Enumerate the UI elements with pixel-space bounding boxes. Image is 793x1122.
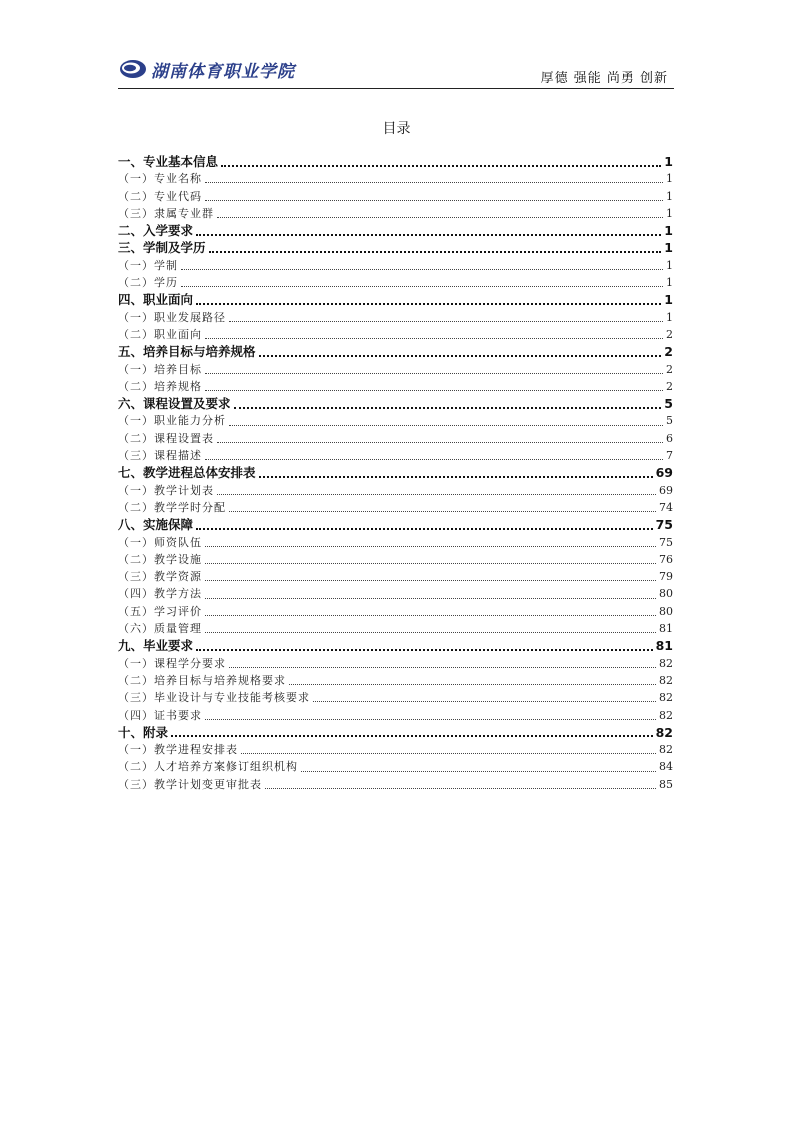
toc-entry-label: 二、入学要求 [118,223,194,239]
toc-dot-leader [205,580,656,581]
toc-entry-label: （三）教学资源 [118,570,202,584]
toc-dot-leader [205,598,656,599]
toc-entry-page-number: 69 [659,483,673,497]
toc-entry-label: （四）教学方法 [118,587,202,601]
toc-entry-page-number: 5 [664,396,673,412]
toc-entry-label: （一）师资队伍 [118,535,202,549]
toc-entry-page-number: 82 [659,708,673,722]
toc-dot-leader [205,719,656,720]
toc-section-entry[interactable] [118,343,673,360]
toc-entry-label: （四）证书要求 [118,708,202,722]
toc-entry-page-number: 1 [666,172,673,186]
toc-dot-leader [234,407,662,409]
toc-entry-page-number: 81 [659,622,673,636]
toc-entry-page-number: 69 [655,465,673,481]
toc-dot-leader [217,217,663,218]
toc-entry-page-number: 82 [659,673,673,687]
toc-entry-page-number: 82 [655,724,673,740]
toc-dot-leader [289,684,656,685]
toc-entry-page-number: 1 [666,206,673,220]
toc-entry-label: （三）课程描述 [118,449,202,463]
toc-entry-label: 十、附录 [118,724,169,740]
toc-dot-leader [221,165,661,167]
toc-dot-leader [196,528,653,530]
toc-entry-label: （二）教学设施 [118,552,202,566]
toc-dot-leader [205,546,656,547]
toc-subsection-entry[interactable] [118,655,673,672]
toc-dot-leader [205,390,663,391]
toc-subsection-entry[interactable] [118,568,673,585]
toc-subsection-entry[interactable] [118,620,673,637]
toc-section-entry[interactable] [118,724,673,741]
toc-entry-page-number: 79 [659,570,673,584]
toc-entry-label: （一）培养目标 [118,362,202,376]
toc-dot-leader [229,511,656,512]
toc-subsection-entry[interactable] [118,430,673,447]
toc-entry-label: （二）培养规格 [118,379,202,393]
toc-entry-label: （一）专业名称 [118,172,202,186]
toc-entry-page-number: 2 [664,344,673,360]
toc-entry-label: （三）毕业设计与专业技能考核要求 [118,691,310,705]
toc-entry-label: （六）质量管理 [118,622,202,636]
toc-entry-page-number: 75 [655,517,673,533]
toc-subsection-entry[interactable] [118,603,673,620]
toc-section-entry[interactable] [118,291,673,308]
toc-entry-page-number: 6 [666,431,673,445]
toc-subsection-entry[interactable] [118,274,673,291]
toc-dot-leader [205,182,663,183]
toc-dot-leader [313,701,656,702]
toc-entry-page-number: 1 [666,258,673,272]
school-name: 湖南体育职业学院 [151,61,295,82]
toc-title: 目录 [382,121,411,137]
toc-entry-page-number: 80 [659,587,673,601]
toc-entry-label: 六、课程设置及要求 [118,396,231,412]
toc-dot-leader [205,563,656,564]
toc-entry-page-number: 1 [666,276,673,290]
toc-dot-leader [229,321,663,322]
toc-entry-label: （二）职业面向 [118,327,202,341]
school-emblem-icon [118,58,148,80]
toc-entry-page-number: 1 [664,154,673,169]
toc-entry-page-number: 5 [666,414,673,428]
toc-dot-leader [196,303,661,305]
toc-entry-label: （一）教学计划表 [118,483,214,497]
toc-section-entry[interactable] [118,395,673,412]
toc-section-entry[interactable] [118,464,673,481]
toc-dot-leader [229,667,656,668]
toc-subsection-entry[interactable] [118,309,673,326]
toc-dot-leader [205,373,663,374]
toc-entry-page-number: 85 [659,777,673,791]
toc-entry-label: （二）专业代码 [118,189,202,203]
school-logo [118,56,295,82]
toc-entry-label: 一、专业基本信息 [118,154,219,169]
toc-subsection-entry[interactable] [118,499,673,516]
toc-section-entry[interactable] [118,239,673,256]
toc-entry-page-number: 76 [659,552,673,566]
toc-entry-label: 四、职业面向 [118,292,194,308]
toc-subsection-entry[interactable] [118,205,673,222]
toc-subsection-entry[interactable] [118,741,673,758]
toc-entry-page-number: 1 [666,310,673,324]
toc-entry-label: （二）人才培养方案修订组织机构 [118,760,298,774]
toc-dot-leader [171,735,653,737]
toc-entry-page-number: 82 [659,656,673,670]
toc-dot-leader [265,788,656,789]
toc-entry-label: 三、学制及学历 [118,240,206,256]
toc-section-entry[interactable] [118,516,673,533]
toc-entry-label: （一）课程学分要求 [118,656,226,670]
toc-subsection-entry[interactable] [118,585,673,602]
toc-entry-page-number: 2 [666,327,673,341]
toc-subsection-entry[interactable] [118,188,673,205]
toc-entry-page-number: 82 [659,743,673,757]
toc-entry-label: 八、实施保障 [118,517,194,533]
toc-dot-leader [205,338,663,339]
toc-subsection-entry[interactable] [118,672,673,689]
toc-dot-leader [196,649,653,651]
toc-subsection-entry[interactable] [118,689,673,706]
toc-entry-label: 七、教学进程总体安排表 [118,465,256,481]
toc-subsection-entry[interactable] [118,482,673,499]
toc-entry-page-number: 1 [666,189,673,203]
toc-subsection-entry[interactable] [118,412,673,429]
toc-entry-label: （二）学历 [118,276,178,290]
toc-entry-page-number: 1 [664,223,673,239]
toc-dot-leader [259,355,662,357]
toc-entry-page-number: 82 [659,691,673,705]
toc-entry-label: （五）学习评价 [118,604,202,618]
toc-subsection-entry[interactable] [118,758,673,775]
toc-entry-label: （二）课程设置表 [118,431,214,445]
toc-entry-page-number: 2 [666,362,673,376]
toc-entry-label: （一）职业发展路径 [118,310,226,324]
toc-entry-page-number: 74 [659,500,673,514]
toc-dot-leader [301,771,656,772]
toc-section-entry[interactable] [118,637,673,654]
toc-dot-leader [205,200,663,201]
toc-section-entry[interactable] [118,153,673,170]
toc-section-entry[interactable] [118,222,673,239]
page-header [118,52,674,89]
toc-dot-leader [205,632,656,633]
toc-entry-label: （一）职业能力分析 [118,414,226,428]
toc-entry-label: （三）教学计划变更审批表 [118,777,262,791]
toc-subsection-entry[interactable] [118,551,673,568]
toc-dot-leader [209,251,662,253]
toc-entry-page-number: 1 [664,240,673,256]
toc-subsection-entry[interactable] [118,707,673,724]
table-of-contents [118,153,673,793]
toc-dot-leader [217,494,656,495]
toc-subsection-entry[interactable] [118,257,673,274]
toc-entry-label: （一）教学进程安排表 [118,743,238,757]
toc-entry-label: （二）教学学时分配 [118,500,226,514]
toc-subsection-entry[interactable] [118,534,673,551]
toc-subsection-entry[interactable] [118,378,673,395]
toc-dot-leader [259,476,653,478]
toc-entry-page-number: 75 [659,535,673,549]
toc-entry-label: （三）隶属专业群 [118,206,214,220]
school-motto: 厚德 强能 尚勇 创新 [540,71,668,86]
toc-entry-page-number: 81 [655,638,673,654]
toc-subsection-entry[interactable] [118,361,673,378]
toc-entry-page-number: 1 [664,292,673,308]
toc-entry-label: 九、毕业要求 [118,638,194,654]
toc-entry-page-number: 7 [666,449,673,463]
toc-entry-page-number: 80 [659,604,673,618]
toc-subsection-entry[interactable] [118,170,673,187]
toc-dot-leader [181,269,663,270]
toc-entry-label: 五、培养目标与培养规格 [118,344,256,360]
toc-dot-leader [229,425,663,426]
toc-subsection-entry[interactable] [118,776,673,793]
toc-entry-page-number: 84 [659,760,673,774]
toc-subsection-entry[interactable] [118,447,673,464]
toc-entry-page-number: 2 [666,379,673,393]
toc-entry-label: （二）培养目标与培养规格要求 [118,673,286,687]
toc-entry-label: （一）学制 [118,258,178,272]
toc-dot-leader [241,753,656,754]
toc-dot-leader [205,615,656,616]
toc-dot-leader [205,459,663,460]
toc-subsection-entry[interactable] [118,326,673,343]
toc-dot-leader [217,442,663,443]
toc-dot-leader [181,286,663,287]
toc-dot-leader [196,234,661,236]
